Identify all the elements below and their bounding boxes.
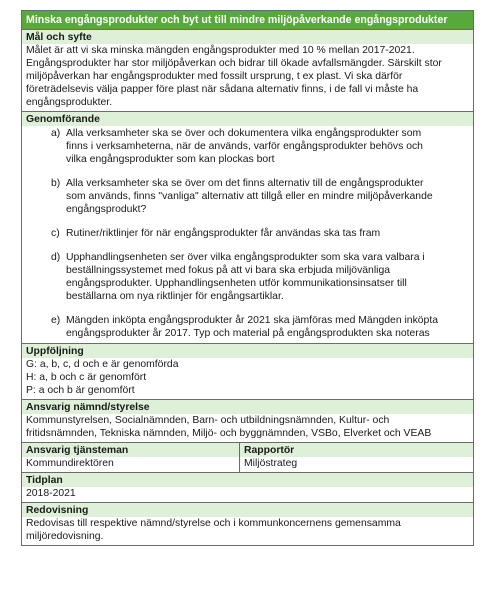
- body-line: Redovisas till respektive nämnd/styrelse och i kommunkoncernens gemensamma: [26, 518, 401, 529]
- item-line: som används, finns "vanliga" alternativ att tillgå eller en mindre miljöpåverkande: [66, 191, 433, 202]
- section-tidplan: [22, 473, 473, 503]
- section-heading: Uppföljning: [22, 344, 473, 358]
- body-line: P: a och b är genomfört: [26, 385, 135, 396]
- section-heading: Ansvarig tjänsteman: [22, 443, 239, 457]
- item-letter: b): [51, 178, 61, 189]
- list-item: [26, 314, 469, 340]
- body-line: G: a, b, c, d och e är genomförda: [26, 359, 179, 370]
- section-genomforande: [22, 112, 473, 344]
- item-line: Mängden inköpta engångsprodukter år 2021 ska jämföras med Mängden inköpta: [66, 315, 438, 326]
- item-line: Rutiner/riktlinjer för när engångsprodukter får användas ska tas fram: [66, 228, 381, 239]
- body-line: företrädelsevis välja papper före plast när sådana alternativ finns, i de fall vi måste ha: [26, 84, 419, 95]
- section-mal-och-syfte: [22, 30, 473, 112]
- section-ansvarig-tjansteman: [22, 443, 240, 472]
- body-line: Miljöstrateg: [244, 458, 298, 469]
- section-heading: Redovisning: [22, 503, 473, 517]
- item-line: engångsprodukter. Upphandlingsenheten utför kommunikationsinsatser till: [66, 278, 407, 289]
- section-heading: Tidplan: [22, 473, 473, 487]
- section-heading: Rapportör: [240, 443, 473, 457]
- list-item: [26, 251, 469, 303]
- card-title: Minska engångsprodukter och byt ut till mindre miljöpåverkande engångsprodukter: [22, 11, 473, 30]
- body-line: miljöpåverkan har engångsprodukter med fossilt ursprung, t ex plast. Vi ska därför: [26, 71, 403, 82]
- item-line: engångsprodukt?: [66, 204, 147, 215]
- body-line: Engångsprodukter har stor miljöpåverkan och bidrar till ökade avfallsmängder. Särskilt stor: [26, 58, 442, 69]
- item-letter: d): [51, 252, 61, 263]
- body-line: fritidsnämnden, Tekniska nämnden, Miljö- och byggnämnden, VSBo, Elverket och VEAB: [26, 428, 432, 439]
- item-line: beställarna om nya riktlinjer för engångsartiklar.: [66, 291, 284, 302]
- body-line: miljöredovisning.: [26, 531, 104, 542]
- item-letter: e): [51, 315, 61, 326]
- body-line: H: a, b och c är genomfört: [26, 372, 147, 383]
- item-line: Upphandlingsenheten ser över vilka engångsprodukter som ska vara valbara i: [66, 252, 425, 263]
- body-line: 2018-2021: [26, 488, 76, 499]
- section-ansvarig-namnd: [22, 400, 473, 443]
- section-redovisning: [22, 503, 473, 545]
- section-responsible-row: [22, 443, 473, 473]
- section-rapportor: [240, 443, 473, 472]
- section-heading: Genomförande: [22, 112, 473, 126]
- item-line: Alla verksamheter ska se över och dokumentera vilka engångsprodukter som: [66, 128, 422, 139]
- action-card: [21, 10, 474, 546]
- section-heading: Ansvarig nämnd/styrelse: [22, 400, 473, 414]
- section-uppfoljning: [22, 344, 473, 400]
- item-line: Alla verksamheter ska se över om det finns alternativ till de engångsprodukter: [66, 178, 424, 189]
- item-line: engångsprodukter år 2017. Typ och material på engångsprodukten ska noteras: [66, 328, 430, 339]
- body-line: Kommunstyrelsen, Socialnämnden, Barn- och utbildningsnämnden, Kultur- och: [26, 415, 390, 426]
- list-item: [26, 227, 469, 240]
- body-line: Målet är att vi ska minska mängden engångsprodukter med 10 % mellan 2017-2021.: [26, 45, 415, 56]
- list-item: [26, 127, 469, 166]
- section-heading: Mål och syfte: [22, 30, 473, 44]
- item-line: finns i verksamheterna, när de används, varför engångsprodukter behövs och: [66, 141, 423, 152]
- body-line: engångsprodukter.: [26, 97, 113, 108]
- item-line: vilka engångsprodukter som kan plockas bort: [66, 154, 275, 165]
- item-letter: c): [51, 228, 60, 239]
- body-line: Kommundirektören: [26, 458, 114, 469]
- item-line: beställningssystemet med fokus på att vi bara ska erbjuda miljövänliga: [66, 265, 391, 276]
- list-item: [26, 177, 469, 216]
- item-letter: a): [51, 128, 61, 139]
